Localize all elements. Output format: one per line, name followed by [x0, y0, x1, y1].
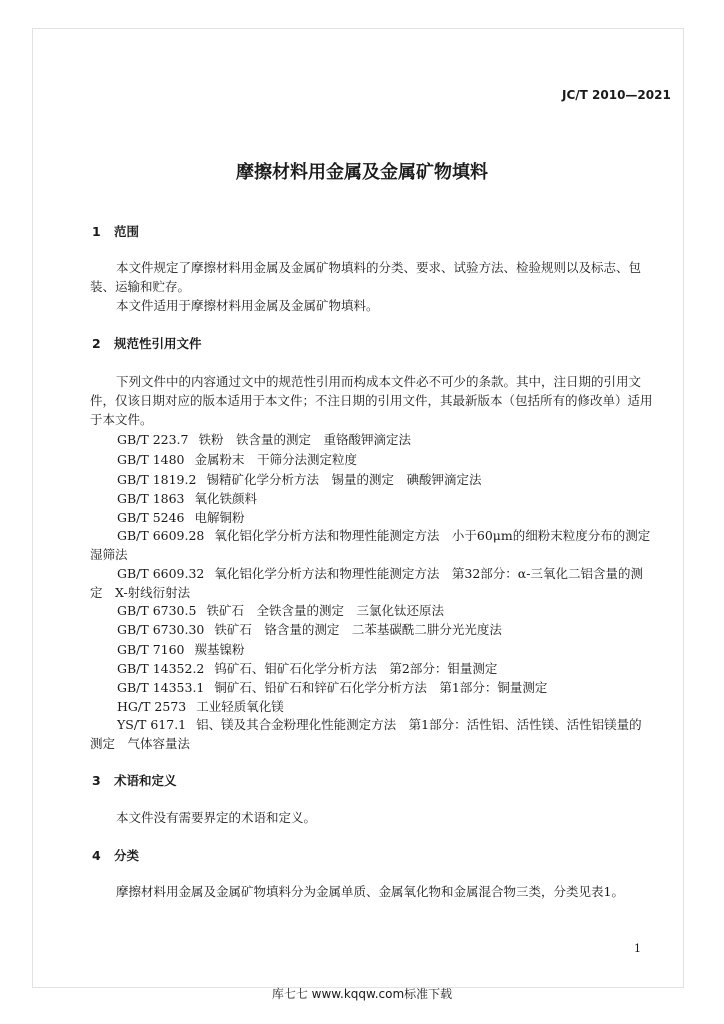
paragraph: 摩擦材料用金属及金属矿物填料分为金属单质、金属氧化物和金属混合物三类，分类见表1。 — [116, 884, 624, 899]
reference-item — [117, 640, 245, 658]
reference-item — [90, 564, 652, 602]
section-title: 范围 — [114, 224, 140, 239]
document-title: 摩擦材料用金属及金属矿物填料 — [236, 162, 488, 183]
section-3-heading — [92, 771, 177, 789]
ref-code: GB/T 6609.28 — [117, 528, 205, 543]
section-title: 分类 — [114, 848, 140, 863]
section-number: 3 — [92, 773, 101, 788]
footer-watermark: 库七七 www.kqqw.com标准下载 — [271, 987, 453, 1001]
paragraph: 本文件规定了摩擦材料用金属及金属矿物填料的分类、要求、试验方法、检验规则以及标志、包装、运输和贮存。 — [90, 260, 642, 294]
ref-title: 工业轻质氧化镁 — [196, 699, 284, 714]
section-number: 1 — [92, 224, 101, 239]
ref-code: GB/T 6609.32 — [117, 566, 205, 581]
paragraph: 本文件没有需要界定的术语和定义。 — [116, 810, 317, 825]
ref-title: 铁粉 铁含量的测定 重铬酸钾滴定法 — [198, 432, 411, 447]
section-4-heading — [92, 846, 139, 864]
reference-item — [90, 526, 663, 564]
reference-item — [117, 470, 481, 488]
reference-item — [117, 620, 502, 638]
section-1-heading — [92, 222, 139, 240]
ref-title: 铝、镁及其合金粉理化性能测定方法 第1部分：活性铝、活性镁、活性铝镁量的测定 气体容量法 — [90, 717, 642, 751]
ref-title: 氧化铝化学分析方法和物理性能测定方法 小于60μm的细粉末粒度分布的测定 湿筛法 — [90, 528, 663, 562]
ref-code: HG/T 2573 — [117, 699, 187, 714]
reference-item — [117, 678, 547, 696]
ref-title: 金属粉末 干筛分法测定粒度 — [194, 452, 358, 467]
ref-code: GB/T 223.7 — [117, 432, 189, 447]
reference-item — [117, 601, 444, 619]
page-number: 1 — [634, 942, 641, 955]
ref-code: GB/T 1480 — [117, 452, 185, 467]
ref-code: GB/T 1819.2 — [117, 472, 197, 487]
section-number: 2 — [92, 336, 101, 351]
ref-code: GB/T 6730.30 — [117, 622, 205, 637]
paragraph: 本文件适用于摩擦材料用金属及金属矿物填料。 — [116, 298, 379, 313]
reference-item — [117, 450, 357, 468]
reference-item — [90, 715, 652, 753]
paragraph: 下列文件中的内容通过文中的规范性引用而构成本文件必不可少的条款。其中，注日期的引用文件，仅该日期对应的版本适用于本文件；不注日期的引用文件，其最新版本（包括所有的修改单）适用于本文件。 — [90, 374, 653, 427]
reference-item — [117, 489, 257, 507]
ref-code: GB/T 7160 — [117, 642, 185, 657]
ref-code: GB/T 5246 — [117, 510, 185, 525]
reference-item — [117, 697, 284, 715]
ref-code: YS/T 617.1 — [117, 717, 187, 732]
ref-code: GB/T 6730.5 — [117, 603, 197, 618]
ref-code: GB/T 14352.2 — [117, 661, 205, 676]
ref-title: 钨矿石、钼矿石化学分析方法 第2部分：钼量测定 — [214, 661, 498, 676]
ref-title: 羰基镍粉 — [194, 642, 245, 657]
section-2-heading — [92, 334, 202, 352]
reference-item — [117, 659, 497, 677]
ref-title: 氧化铝化学分析方法和物理性能测定方法 第32部分：α-三氧化二铝含量的测定 X-射线衍射法 — [90, 566, 643, 600]
reference-item — [117, 508, 245, 526]
ref-title: 铁矿石 全铁含量的测定 三氯化钛还原法 — [206, 603, 444, 618]
ref-title: 铜矿石、铅矿石和锌矿石化学分析方法 第1部分：铜量测定 — [214, 680, 548, 695]
ref-title: 电解铜粉 — [194, 510, 245, 525]
section-title: 术语和定义 — [114, 773, 177, 788]
reference-item — [117, 430, 411, 448]
ref-title: 铁矿石 铬含量的测定 二苯基碳酰二肼分光光度法 — [214, 622, 502, 637]
ref-code: GB/T 1863 — [117, 491, 185, 506]
ref-title: 锡精矿化学分析方法 锡量的测定 碘酸钾滴定法 — [206, 472, 482, 487]
section-title: 规范性引用文件 — [114, 336, 202, 351]
ref-code: GB/T 14353.1 — [117, 680, 205, 695]
standard-code: JC/T 2010—2021 — [562, 88, 671, 102]
ref-title: 氧化铁颜料 — [194, 491, 258, 506]
section-number: 4 — [92, 848, 101, 863]
